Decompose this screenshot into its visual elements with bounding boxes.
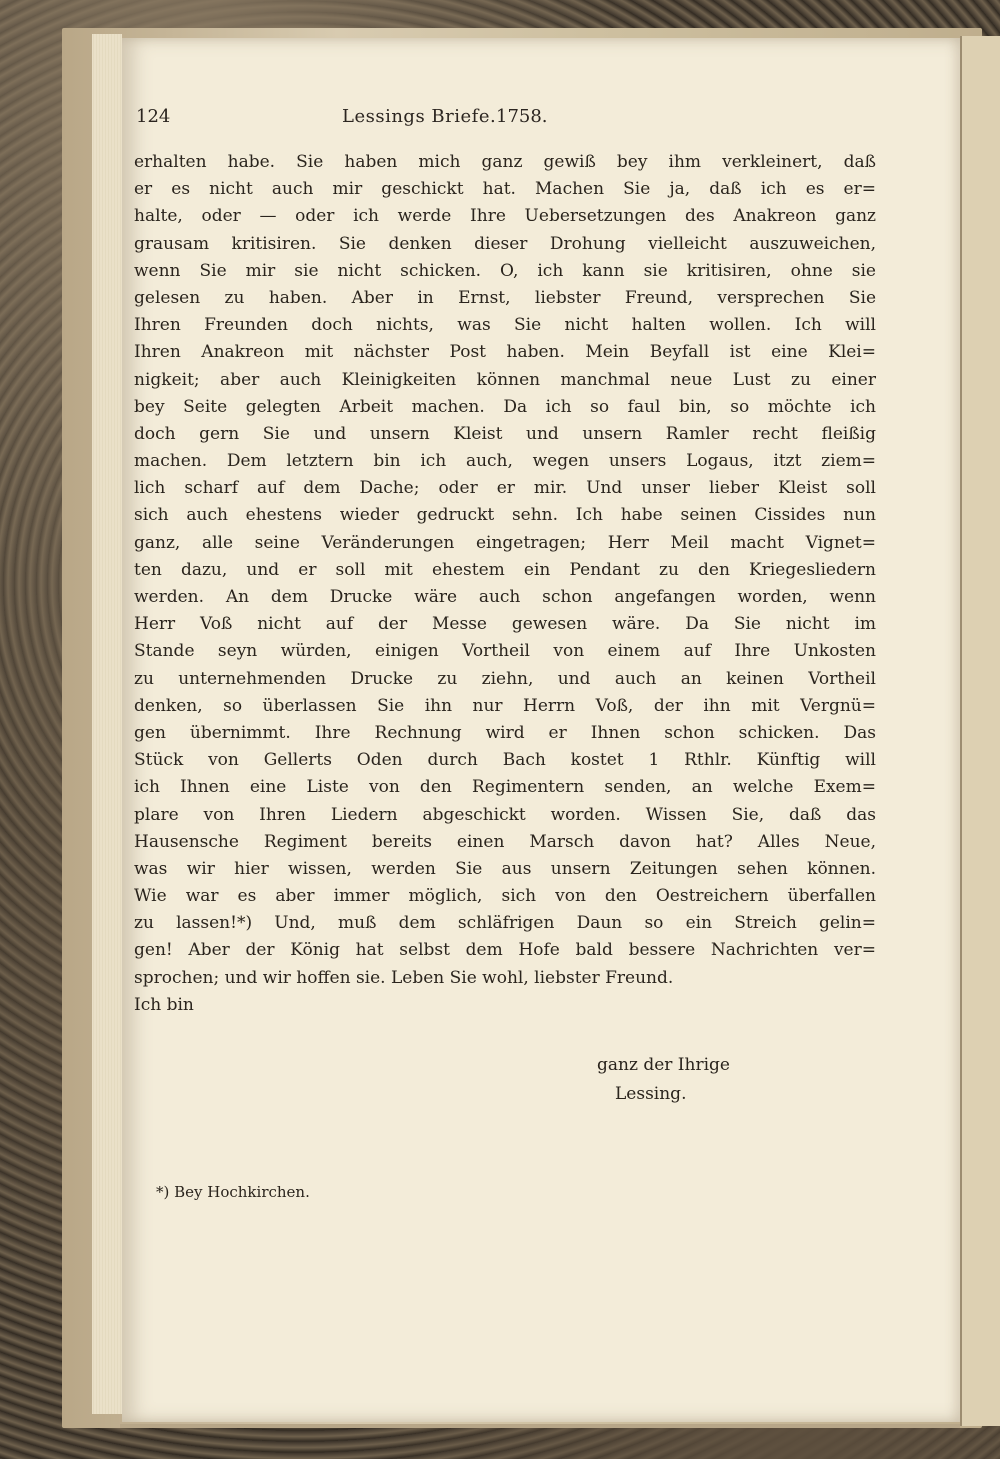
header-year: 1758. xyxy=(496,106,548,127)
gutter-leaves xyxy=(92,34,122,1414)
text-line: denken, so überlassen Sie ihn nur Herrn Voß, der ihn mit Vergnü= xyxy=(134,695,876,716)
facing-page-edge xyxy=(960,36,1000,1426)
text-line: ten dazu, und er soll mit ehestem ein Pendant zu den Kriegesliedern xyxy=(134,559,876,580)
text-line: zu lassen!*) Und, muß dem schläfrigen Daun so ein Streich gelin= xyxy=(134,913,876,934)
text-line: Ihren Freunden doch nichts, was Sie nicht halten wollen. Ich will xyxy=(134,315,876,336)
closing-phrase: ganz der Ihrige xyxy=(597,1055,730,1075)
text-line: was wir hier wissen, werden Sie aus unsern Zeitungen sehen können. xyxy=(134,858,876,879)
text-line: doch gern Sie und unsern Kleist und unsern Ramler recht fleißig xyxy=(134,423,876,444)
running-title: Lessings Briefe. xyxy=(342,106,497,127)
running-header xyxy=(136,106,690,136)
text-line: gelesen zu haben. Aber in Ernst, liebster Freund, versprechen Sie xyxy=(134,287,876,308)
page-bottom-edge xyxy=(120,1424,960,1428)
text-line: Ich bin xyxy=(134,994,194,1015)
text-line: Stück von Gellerts Oden durch Bach kostet 1 Rthlr. Künftig will xyxy=(134,750,876,771)
text-line: Ihren Anakreon mit nächster Post haben. Mein Beyfall ist eine Klei= xyxy=(134,342,876,363)
text-line: Hausensche Regiment bereits einen Marsch davon hat? Alles Neue, xyxy=(134,831,876,852)
text-line: halte, oder — oder ich werde Ihre Uebersetzungen des Anakreon ganz xyxy=(134,206,876,227)
text-line: machen. Dem letztern bin ich auch, wegen unsers Logaus, itzt ziem= xyxy=(134,451,876,472)
text-line: Herr Voß nicht auf der Messe gewesen wäre. Da Sie nicht im xyxy=(134,614,876,635)
signature: Lessing. xyxy=(615,1084,687,1104)
text-line: ich Ihnen eine Liste von den Regimentern senden, an welche Exem= xyxy=(134,777,876,798)
letter-closing xyxy=(0,1055,1000,1115)
text-line: plare von Ihren Liedern abgeschickt worden. Wissen Sie, daß das xyxy=(134,804,876,825)
text-line: grausam kritisiren. Sie denken dieser Drohung vielleicht auszuweichen, xyxy=(134,233,876,254)
text-line: sich auch ehestens wieder gedruckt sehn. Ich habe seinen Cissides nun xyxy=(134,505,876,526)
text-line: sprochen; und wir hoffen sie. Leben Sie wohl, liebster Freund. xyxy=(134,967,674,988)
text-line: nigkeit; aber auch Kleinigkeiten können manchmal neue Lust zu einer xyxy=(134,369,876,390)
text-line: lich scharf auf dem Dache; oder er mir. Und unser lieber Kleist soll xyxy=(134,478,876,499)
text-line: gen! Aber der König hat selbst dem Hofe bald bessere Nachrichten ver= xyxy=(134,940,876,961)
letter-body xyxy=(134,149,876,1019)
text-line: wenn Sie mir sie nicht schicken. O, ich kann sie kritisiren, ohne sie xyxy=(134,260,876,281)
text-line: erhalten habe. Sie haben mich ganz gewiß bey ihm verkleinert, daß xyxy=(134,152,876,172)
page-number: 124 xyxy=(136,106,171,127)
text-line: bey Seite gelegten Arbeit machen. Da ich so faul bin, so möchte ich xyxy=(134,396,876,417)
text-line: gen übernimmt. Ihre Rechnung wird er Ihnen schon schicken. Das xyxy=(134,722,876,743)
text-line: Wie war es aber immer möglich, sich von den Oestreichern überfallen xyxy=(134,886,876,907)
footnote: *) Bey Hochkirchen. xyxy=(156,1183,310,1201)
text-line: er es nicht auch mir geschickt hat. Machen Sie ja, daß ich es er= xyxy=(134,179,876,200)
text-line: ganz, alle seine Veränderungen eingetragen; Herr Meil macht Vignet= xyxy=(134,532,876,553)
text-line: werden. An dem Drucke wäre auch schon angefangen worden, wenn xyxy=(134,587,876,607)
text-line: zu unternehmenden Drucke zu ziehn, und auch an keinen Vortheil xyxy=(134,668,876,689)
text-line: Stande seyn würden, einigen Vortheil von einem auf Ihre Unkosten xyxy=(134,641,876,662)
